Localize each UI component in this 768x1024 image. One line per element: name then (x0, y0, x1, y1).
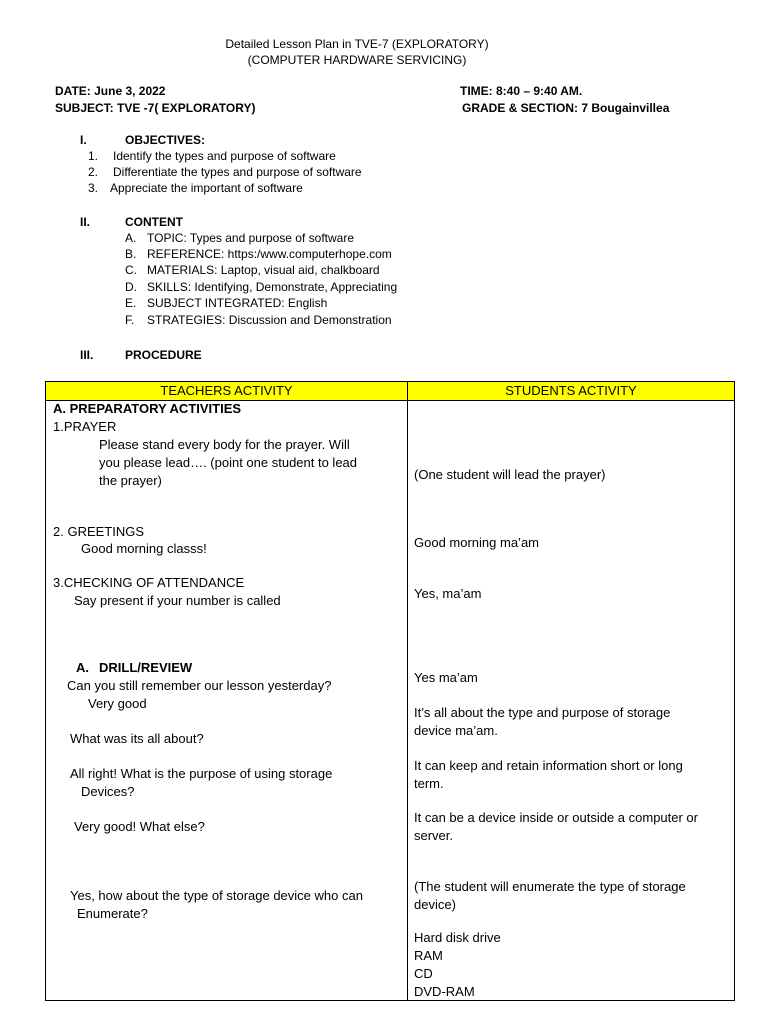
time-label: TIME: 8:40 – 9:40 AM. (460, 84, 583, 98)
teacher-prayer-line: Please stand every body for the prayer. Will (99, 437, 350, 452)
student-response: term. (414, 776, 444, 791)
content-letter: C. (125, 263, 137, 277)
content-numeral: II. (80, 215, 91, 229)
storage-list-item: RAM (414, 948, 443, 963)
date-label: DATE: June 3, 2022 (55, 84, 166, 98)
teacher-question: Yes, how about the type of storage device who can (70, 888, 363, 903)
content-item-skills: SKILLS: Identifying, Demonstrate, Appreciating (147, 280, 398, 294)
table-border-right (734, 381, 735, 1001)
students-activity-header: STUDENTS ACTIVITY (505, 383, 637, 398)
teacher-question: What was its all about? (70, 731, 204, 746)
teacher-attendance: Say present if your number is called (74, 593, 281, 608)
storage-list-item: CD (414, 966, 433, 981)
document-title: Detailed Lesson Plan in TVE-7 (EXPLORATORY) (225, 37, 489, 51)
objective-number: 3. (88, 181, 99, 195)
content-letter: D. (125, 280, 137, 294)
objective-item: Appreciate the important of software (110, 181, 303, 195)
student-response: server. (414, 828, 454, 843)
content-heading: CONTENT (125, 215, 183, 229)
table-column-divider (407, 381, 408, 1001)
content-letter: E. (125, 296, 137, 310)
teacher-prayer-line: the prayer) (99, 473, 162, 488)
content-item-topic: TOPIC: Types and purpose of software (147, 231, 354, 245)
document-subtitle: (COMPUTER HARDWARE SERVICING) (247, 53, 467, 67)
procedure-heading: PROCEDURE (125, 348, 202, 362)
objective-item: Differentiate the types and purpose of software (113, 165, 362, 179)
student-response: It can be a device inside or outside a computer or (414, 810, 698, 825)
table-border-top (45, 381, 735, 382)
teacher-prayer-line: you please lead…. (point one student to lead (99, 455, 358, 470)
student-response: Good morning ma’am (414, 535, 539, 550)
content-item-reference: REFERENCE: https:/www.computerhope.com (147, 247, 392, 261)
prayer-label: 1.PRAYER (53, 419, 117, 434)
content-item-strategies: STRATEGIES: Discussion and Demonstration (147, 313, 392, 327)
content-letter: F. (125, 313, 135, 327)
teacher-question: Devices? (81, 784, 135, 799)
drill-review-letter: A. (76, 660, 89, 675)
teacher-question: Enumerate? (77, 906, 148, 921)
objectives-numeral: I. (80, 133, 87, 147)
teacher-question: Very good (88, 696, 147, 711)
storage-list-item: Hard disk drive (414, 930, 501, 945)
drill-review-heading: DRILL/REVIEW (99, 660, 193, 675)
table-border-bottom (45, 1000, 735, 1001)
teacher-question: Can you still remember our lesson yesterday? (67, 678, 332, 693)
procedure-numeral: III. (80, 348, 94, 362)
content-letter: A. (125, 231, 137, 245)
teachers-activity-header: TEACHERS ACTIVITY (160, 383, 293, 398)
greetings-label: 2. GREETINGS (53, 524, 145, 539)
student-response: It can keep and retain information short or long (414, 758, 683, 773)
grade-section-label: GRADE & SECTION: 7 Bougainvillea (462, 101, 670, 115)
teacher-greeting: Good morning classs! (81, 541, 207, 556)
student-response: device ma’am. (414, 723, 498, 738)
student-response: (One student will lead the prayer) (414, 467, 606, 482)
storage-list-item: DVD-RAM (414, 984, 475, 999)
student-response: device) (414, 897, 456, 912)
objective-number: 2. (88, 165, 99, 179)
student-response: It’s all about the type and purpose of storage (414, 705, 671, 720)
objective-item: Identify the types and purpose of software (113, 149, 336, 163)
objective-number: 1. (88, 149, 99, 163)
preparatory-activities-heading: A. PREPARATORY ACTIVITIES (53, 401, 242, 416)
content-item-materials: MATERIALS: Laptop, visual aid, chalkboard (147, 263, 380, 277)
teacher-question: Very good! What else? (74, 819, 205, 834)
attendance-label: 3.CHECKING OF ATTENDANCE (53, 575, 245, 590)
student-response: Yes ma’am (414, 670, 478, 685)
table-border-left (45, 381, 46, 1001)
objectives-heading: OBJECTIVES: (125, 133, 206, 147)
content-letter: B. (125, 247, 137, 261)
content-item-subject-integrated: SUBJECT INTEGRATED: English (147, 296, 328, 310)
teacher-question: All right! What is the purpose of using storage (70, 766, 333, 781)
student-response: (The student will enumerate the type of storage (414, 879, 686, 894)
student-response: Yes, ma’am (414, 586, 482, 601)
subject-label: SUBJECT: TVE -7( EXPLORATORY) (55, 101, 256, 115)
